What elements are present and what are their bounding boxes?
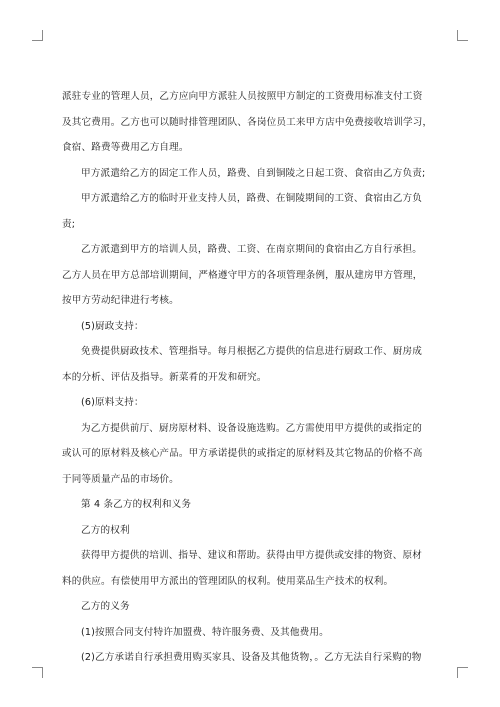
text-line: 第 4 条乙方的权利和义务 — [81, 499, 192, 510]
text-line: 料的供应。有偿使用甲方派出的管理团队的权利。使用菜品生产技术的权利。 — [62, 575, 394, 587]
text-line: 甲方派遣给乙方的固定工作人员，路费、自到铜陵之日起工资、食宿由乙方负责; — [81, 167, 426, 179]
text-line: 本的分析、评估及指导。新菜肴的开发和研究。 — [62, 371, 267, 383]
text-line: 按甲方劳动纪律进行考核。 — [62, 295, 179, 306]
text-line: 免费提供厨政技术、管理指导。每月根据乙方提供的信息进行厨政工作、厨房成 — [81, 346, 423, 357]
text-line: 食宿、路费等费用乙方自理。 — [62, 142, 189, 153]
text-line: 及其它费用。乙方也可以随时排管理团队、各岗位员工来甲方店中免费接收培训学习， — [62, 116, 433, 128]
text-line: 乙方派遣到甲方的培训人员，路费、工资、在南京期间的食宿由乙方自行承担。 — [81, 244, 423, 255]
text-line: 获得甲方提供的培训、指导、建议和帮助。获得由甲方提供或安排的物资、原材 — [81, 550, 423, 561]
text-line: (6)原料支持： — [81, 397, 144, 408]
text-line: 于同等质量产品的市场价。 — [62, 473, 179, 485]
crop-mark-bottom-right — [457, 667, 468, 678]
text-line: (1)按照合同支付特许加盟费、特许服务费、及其他费用。 — [81, 626, 329, 638]
text-line: 乙方人员在甲方总部培训期间，严格遵守甲方的各项管理条例，服从建房甲方管理， — [62, 269, 423, 281]
text-line: (5)厨政支持： — [81, 320, 144, 332]
crop-mark-top-left — [32, 30, 43, 41]
text-line: 为乙方提供前厅、厨房原材料、设备设施选购。乙方需使用甲方提供的或指定的 — [81, 422, 423, 434]
text-line: 派驻专业的管理人员，乙方应向甲方派驻人员按照甲方制定的工资费用标准支付工资 — [62, 91, 423, 102]
crop-mark-bottom-left — [32, 667, 43, 678]
text-line: (2)乙方承诺自行承担费用购买家具、设备及其他货物，。乙方无法自行采购的物 — [81, 652, 422, 663]
text-line: 责; — [62, 218, 76, 230]
text-line: 或认可的原材料及核心产品。甲方承诺提供的或指定的原材料及其它物品的价格不高 — [62, 448, 423, 459]
text-line: 乙方的权利 — [81, 524, 130, 536]
text-line: 乙方的义务 — [81, 601, 130, 612]
crop-mark-top-right — [457, 30, 468, 41]
text-line: 甲方派遣给乙方的临时开业支持人员，路费、在铜陵期间的工资、食宿由乙方负 — [81, 193, 423, 204]
